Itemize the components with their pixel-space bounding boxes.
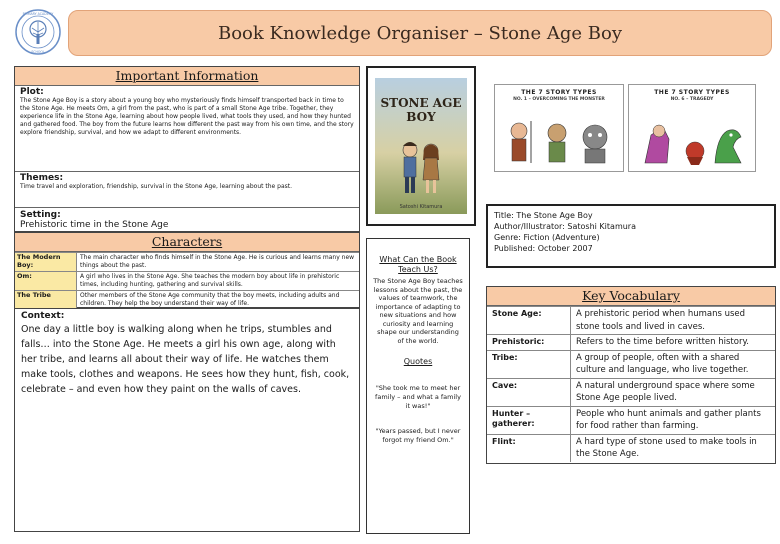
- story-type-title: THE 7 STORY TYPES: [521, 89, 597, 96]
- character-row: [15, 252, 359, 271]
- tree-logo-icon: [14, 8, 62, 56]
- monster-characters-illustration-icon: [503, 117, 617, 167]
- book-info-panel: [486, 204, 776, 268]
- svg-text:PRIMARY ACADEMY: PRIMARY ACADEMY: [22, 12, 54, 16]
- school-logo: [14, 8, 62, 56]
- vocab-row: [487, 334, 775, 350]
- character-description: The main character who finds himself in the Stone Age. He is curious and learns many new things about the past.: [80, 254, 355, 269]
- story-type-subtitle: NO. 6 – TRAGEDY: [670, 97, 714, 102]
- themes-section: [15, 172, 359, 208]
- themes-text: Time travel and exploration, friendship, survival in the Stone Age, learning about the past.: [20, 183, 293, 190]
- teach-body: The Stone Age Boy teaches lessons about the past, the values of teamwork, the importance of adapting to new situations and how curiosity and learning shape our understanding of the world.: [373, 277, 463, 345]
- vocab-row: [487, 434, 775, 462]
- book-cover-frame: [366, 66, 476, 226]
- book-cover-image: [375, 78, 467, 214]
- character-description: Other members of the Stone Age community that the boy meets, including adults and children. They help the boy understand their way of life.: [80, 292, 340, 307]
- quote-2: "Years passed, but I never forgot my friend Om.": [375, 427, 461, 444]
- character-name: The Modern Boy:: [15, 253, 77, 271]
- vocab-term: Hunter – gatherer:: [487, 407, 571, 434]
- vocab-row: [487, 406, 775, 434]
- story-type-title: THE 7 STORY TYPES: [654, 89, 730, 96]
- vocab-row: [487, 350, 775, 378]
- cover-author: Satoshi Kitamura: [399, 204, 443, 210]
- character-row: [15, 271, 359, 290]
- tragedy-characters-illustration-icon: [637, 117, 749, 167]
- context-panel: [14, 308, 360, 532]
- cover-title: STONE AGE BOY: [380, 96, 462, 124]
- quote-1: "She took me to meet her family – and what a family it was!": [375, 384, 461, 410]
- vocab-definition: People who hunt animals and gather plants for food rather than farming.: [576, 408, 761, 431]
- teach-panel: [366, 238, 470, 534]
- characters-panel: [14, 232, 360, 308]
- vocab-row: [487, 378, 775, 406]
- key-vocabulary-panel: [486, 286, 776, 464]
- book-published: Published: October 2007: [494, 244, 593, 253]
- story-type-card-tragedy: [628, 84, 756, 172]
- setting-label: Setting:: [20, 210, 61, 220]
- vocab-term: Tribe:: [487, 351, 571, 378]
- vocab-definition: A hard type of stone used to make tools in the Stone Age.: [576, 436, 757, 459]
- characters-heading: Characters: [15, 233, 359, 252]
- story-type-subtitle: NO. 1 – OVERCOMING THE MONSTER: [513, 97, 605, 102]
- character-name: Om:: [15, 272, 77, 290]
- context-label: Context:: [21, 311, 65, 321]
- important-information-panel: [14, 66, 360, 232]
- book-title: Title: The Stone Age Boy: [494, 211, 593, 220]
- important-information-heading: Important Information: [15, 67, 359, 86]
- two-children-illustration-icon: [393, 138, 449, 198]
- setting-text: Prehistoric time in the Stone Age: [20, 220, 169, 230]
- story-type-card-overcoming-monster: [494, 84, 624, 172]
- plot-text: The Stone Age Boy is a story about a young boy who mysteriously finds himself transported back in time to the Stone Age. He meets Om, a girl from the past, who is part of a small Stone Age tribe. Together, they experience life in the Stone Age, learning about how people lived, what tools they used, and how they hunted and gathered food. The boy from the future learns how different the past way from his own time, and the story explore friendship, survival, and how we adapt to different environments.: [20, 97, 354, 136]
- vocab-term: Prehistoric:: [487, 335, 571, 350]
- vocab-term: Stone Age:: [487, 307, 571, 334]
- teach-heading: What Can the Book Teach Us?: [379, 255, 457, 274]
- context-text: One day a little boy is walking along when he trips, stumbles and falls… into the Stone Age. He meets a girl his own age, along with her tribe, and learns all about their way of life. He watches them make tools, clothes and weapons. He sees how they hunt, fish, cook, celebrate – and even how they paint on the walls of caves.: [21, 324, 350, 395]
- page-title: Book Knowledge Organiser – Stone Age Boy: [68, 10, 772, 56]
- themes-label: Themes:: [20, 173, 64, 183]
- key-vocabulary-heading: Key Vocabulary: [487, 287, 775, 306]
- quotes-heading: Quotes: [403, 357, 433, 366]
- plot-label: Plot:: [20, 87, 44, 97]
- book-genre: Genre: Fiction (Adventure): [494, 233, 600, 242]
- character-row: [15, 290, 359, 309]
- vocab-row: [487, 306, 775, 334]
- plot-section: [15, 86, 359, 172]
- vocab-definition: A prehistoric period when humans used stone tools and lived in caves.: [576, 309, 746, 332]
- vocab-term: Cave:: [487, 379, 571, 406]
- vocab-term: Flint:: [487, 435, 571, 462]
- character-name: The Tribe: [15, 291, 77, 309]
- svg-text:SCHOOL: SCHOOL: [31, 50, 45, 54]
- vocab-definition: A group of people, often with a shared culture and language, who live together.: [576, 352, 749, 375]
- vocab-definition: A natural underground space where some Stone Age people lived.: [576, 380, 755, 403]
- character-description: A girl who lives in the Stone Age. She teaches the modern boy about life in prehistoric times, including hunting, gathering and survival skills.: [80, 273, 340, 288]
- book-author: Author/Illustrator: Satoshi Kitamura: [494, 222, 636, 231]
- vocab-definition: Refers to the time before written history.: [576, 337, 749, 347]
